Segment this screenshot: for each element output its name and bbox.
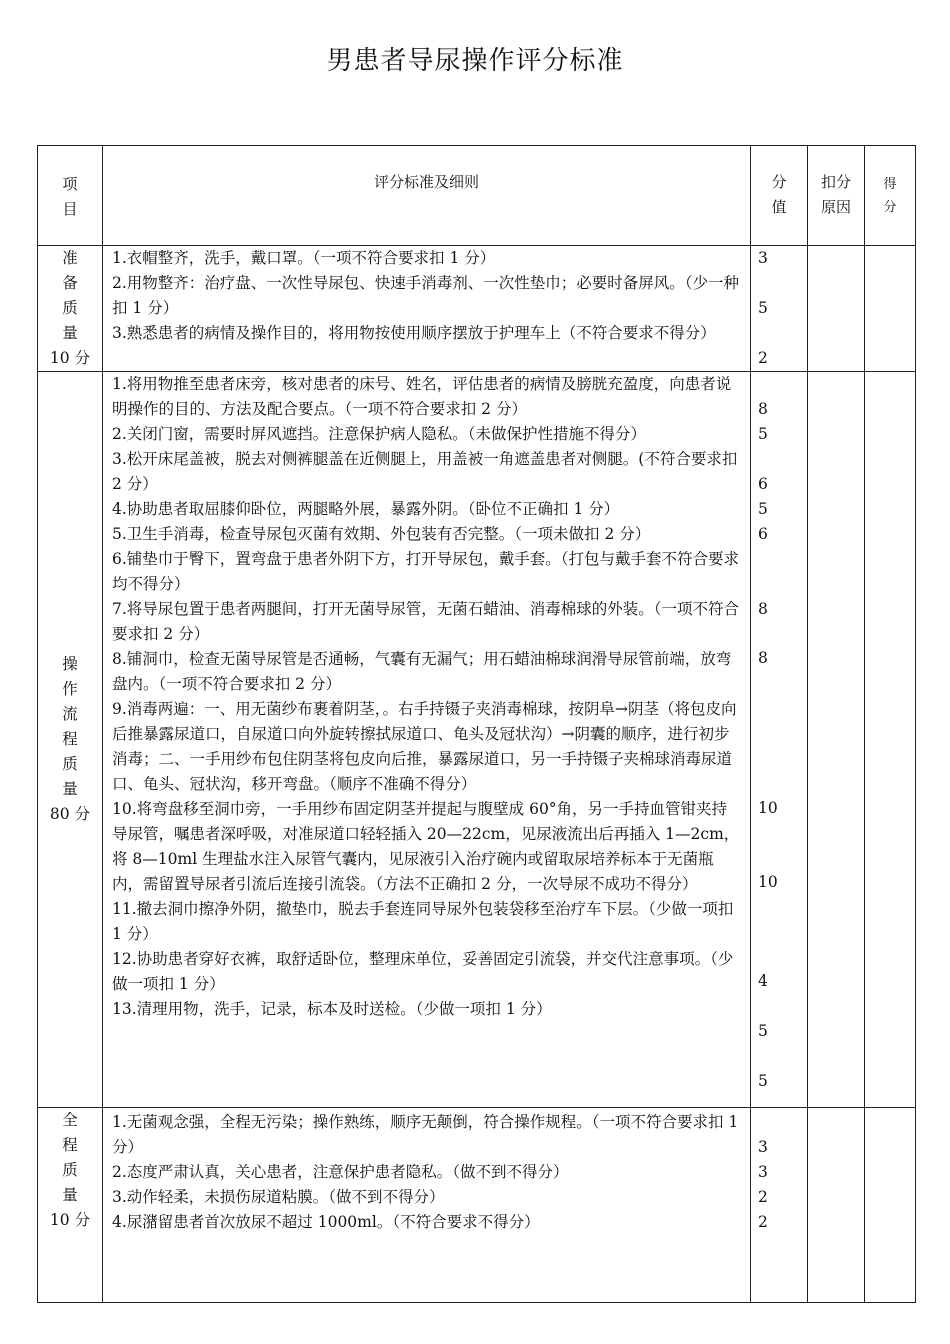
score-value: 8 (758, 400, 768, 418)
table-header (38, 146, 916, 246)
score-value: 3 (758, 1163, 768, 1181)
section-preparation (38, 246, 916, 372)
criteria-item: 10.将弯盘移至洞巾旁，一手用纱布固定阴茎并提起与腹壁成 60°角，另一手持血管钳夹持导尿管，嘱患者深呼吸，对准尿道口轻轻插入 20—22cm，见尿液流出后再插入 1—2cm，将 8—10ml 生理盐水注入尿管气囊内，见尿液引入治疗碗内或留取尿培养标本于无菌瓶内，需留置导尿者引流后连接引流袋。（方法不正确扣 2 分，一次导尿不成功不得分） (112, 800, 740, 893)
score-value: 10 (758, 799, 778, 817)
section-procedure (38, 372, 916, 1108)
section-category: 准 备 质 量 10 分 (38, 246, 103, 372)
got-score-cell[interactable] (865, 372, 916, 1108)
page-title: 男患者导尿操作评分标准 (326, 46, 624, 76)
score-value: 5 (758, 1072, 768, 1090)
section-criteria (103, 1108, 751, 1303)
criteria-item: 9.消毒两遍：一、用无菌纱布裹着阴茎，。右手持镊子夹消毒棉球，按阴阜→阴茎（将包皮向后推暴露尿道口，自尿道口向外旋转擦拭尿道口、龟头及冠状沟）→阴囊的顺序，进行初步消毒；二、一手用纱布包住阴茎将包皮向后推，暴露尿道口，另一手持镊子夹棉球消毒尿道口、龟头、冠状沟，移开弯盘。（顺序不准确不得分） (112, 700, 737, 793)
criteria-item: 5.卫生手消毒，检查导尿包灭菌有效期、外包装有否完整。（一项未做扣 2 分） (112, 525, 651, 543)
section-category: 全 程 质 量 10 分 (38, 1108, 103, 1303)
score-value: 2 (758, 349, 768, 367)
deduct-reason-cell[interactable] (808, 1108, 865, 1303)
score-value: 8 (758, 600, 768, 618)
score-value: 10 (758, 873, 778, 891)
header-item: 项 目 (38, 146, 103, 246)
criteria-item: 3.熟悉患者的病情及操作目的，将用物按使用顺序摆放于护理车上（不符合要求不得分） (112, 324, 716, 342)
score-value: 5 (758, 299, 768, 317)
criteria-item: 8.铺洞巾，检查无菌导尿管是否通畅，气囊有无漏气；用石蜡油棉球润滑导尿管前端，放弯盘内。（一项不符合要求扣 2 分） (112, 650, 732, 693)
criteria-item: 4.协助患者取屈膝仰卧位，两腿略外展，暴露外阴。（卧位不正确扣 1 分） (112, 500, 620, 518)
score-value: 2 (758, 1188, 768, 1206)
got-score-cell[interactable] (865, 1108, 916, 1303)
score-value (758, 321, 807, 346)
criteria-item: 3.松开床尾盖被，脱去对侧裤腿盖在近侧腿上，用盖被一角遮盖患者对侧腿。(不符合要求扣 2 分） (112, 450, 738, 493)
criteria-item: 7.将导尿包置于患者两腿间，打开无菌导尿管，无菌石蜡油、消毒棉球的外装。（一项不符合要求扣 2 分） (112, 600, 740, 643)
section-criteria (103, 372, 751, 1108)
criteria-item: 2.态度严肃认真，关心患者，注意保护患者隐私。（做不到不得分） (112, 1163, 569, 1181)
score-value: 5 (758, 1022, 768, 1040)
deduct-reason-cell[interactable] (808, 246, 865, 372)
criteria-item: 2.关闭门窗，需要时屏风遮挡。注意保护病人隐私。（未做保护性措施不得分） (112, 425, 647, 443)
header-criteria: 评分标准及细则 (103, 146, 751, 246)
criteria-item: 3.动作轻柔，未损伤尿道粘膜。（做不到不得分） (112, 1188, 445, 1206)
score-value (758, 271, 807, 296)
section-criteria (103, 246, 751, 372)
criteria-item: 4.尿潴留患者首次放尿不超过 1000ml。（不符合要求不得分） (112, 1213, 540, 1231)
header-score: 分 值 (751, 146, 808, 246)
criteria-item: 2.用物整齐：治疗盘、一次性导尿包、快速手消毒剂、一次性垫巾；必要时备屏风。（少一种扣 1 分） (112, 274, 740, 317)
header-got-score: 得 分 (865, 146, 916, 246)
score-value: 5 (758, 500, 768, 518)
score-value: 4 (758, 972, 768, 990)
section-scores (751, 1108, 808, 1303)
criteria-item: 1.无菌观念强，全程无污染；操作熟练，顺序无颠倒，符合操作规程。（一项不符合要求扣 1 分） (112, 1113, 739, 1156)
deduct-reason-cell[interactable] (808, 372, 865, 1108)
section-category: 操 作 流 程 质 量 80 分 (38, 372, 103, 1108)
criteria-item: 6.铺垫巾于臀下，置弯盘于患者外阴下方，打开导尿包，戴手套。（打包与戴手套不符合要求均不得分） (112, 550, 740, 593)
score-value: 8 (758, 649, 768, 667)
scoring-table (37, 145, 916, 1303)
criteria-item: 12.协助患者穿好衣裤，取舒适卧位，整理床单位，妥善固定引流袋，并交代注意事项。（少做一项扣 1 分） (112, 950, 734, 993)
section-overall-quality (38, 1108, 916, 1303)
criteria-item: 11.撤去洞巾擦净外阴，撤垫巾，脱去手套连同导尿外包装袋移至治疗车下层。（少做一项扣 1 分） (112, 900, 734, 943)
score-value: 6 (758, 475, 768, 493)
score-value: 2 (758, 1213, 768, 1231)
got-score-cell[interactable] (865, 246, 916, 372)
criteria-item: 13.清理用物，洗手，记录，标本及时送检。（少做一项扣 1 分） (112, 1000, 552, 1018)
score-value: 6 (758, 525, 768, 543)
score-value: 3 (758, 1138, 768, 1156)
score-value: 5 (758, 425, 768, 443)
criteria-item: 1.将用物推至患者床旁，核对患者的床号、姓名，评估患者的病情及膀胱充盈度，向患者说明操作的目的、方法及配合要点。（一项不符合要求扣 2 分） (112, 375, 732, 418)
section-scores (751, 246, 808, 372)
section-scores (751, 372, 808, 1108)
header-deduct-reason: 扣分 原因 (808, 146, 865, 246)
score-value: 3 (758, 249, 768, 267)
criteria-item: 1.衣帽整齐，洗手，戴口罩。（一项不符合要求扣 1 分） (112, 249, 496, 267)
